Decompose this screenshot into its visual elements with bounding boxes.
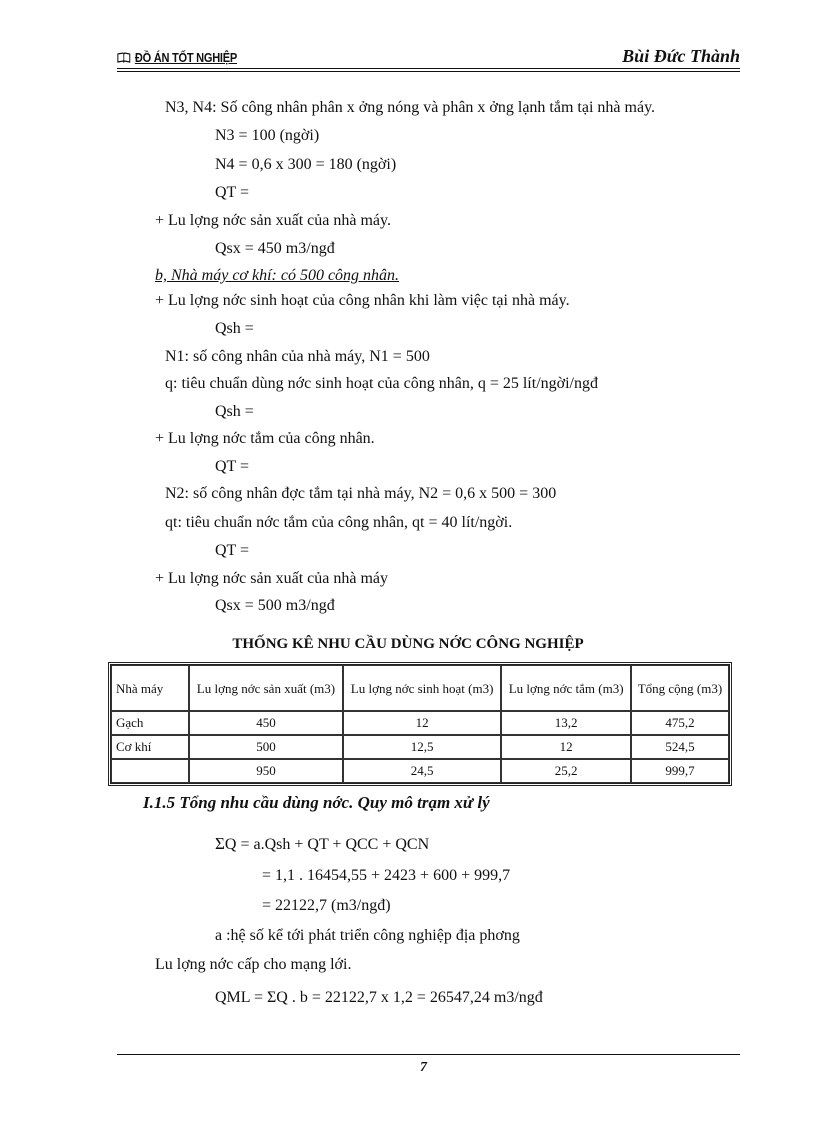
text-line: + Lu lợng nớc sản xuất của nhà máy.	[155, 212, 391, 229]
text-line: QT =	[215, 184, 250, 201]
section-heading: I.1.5 Tổng nhu cầu dùng nớc. Quy mô trạm xử lý	[143, 793, 490, 812]
col-header: Nhà máy	[111, 665, 189, 711]
table-cell: Cơ khí	[111, 735, 189, 759]
table-cell: 500	[189, 735, 343, 759]
table-cell: 524,5	[631, 735, 729, 759]
text-line: Qsh =	[215, 320, 254, 337]
table-cell: 950	[189, 759, 343, 783]
text-line: qt: tiêu chuẩn nớc tắm của công nhân, qt = 40 lít/ngời.	[165, 514, 513, 531]
table-title: THỐNG KÊ NHU CẦU DÙNG NỚC CÔNG NGHIỆP	[232, 636, 584, 652]
text-line: QT =	[215, 542, 250, 559]
sum-line-1: Q = a.Qsh + QT + QCC + QCN	[224, 836, 430, 853]
col-header: Tổng cộng (m3)	[631, 665, 729, 711]
header-rule	[117, 68, 740, 69]
header-author: Bùi Đức Thành	[622, 46, 740, 66]
col-header: Lu lợng nớc sản xuất (m3)	[189, 665, 343, 711]
text-line: Qsx = 450 m3/ngđ	[215, 240, 335, 257]
qml-formula	[215, 988, 543, 1008]
text-line: N3 = 100 (ngời)	[215, 127, 320, 144]
col-header: Lu lợng nớc tắm (m3)	[501, 665, 631, 711]
text-line: N2: số công nhân đợc tắm tại nhà máy, N2 = 0,6 x 500 = 300	[165, 485, 557, 502]
text-line: Qsx = 500 m3/ngđ	[215, 597, 335, 614]
table-row	[111, 711, 729, 735]
table-cell: 450	[189, 711, 343, 735]
flow-line: Lu lợng nớc cấp cho mạng lới.	[155, 956, 352, 973]
text-line: q: tiêu chuẩn dùng nớc sinh hoạt của công nhân, q = 25 lít/ngời/ngđ	[165, 375, 598, 392]
text-line: + Lu lợng nớc sinh hoạt của công nhân khi làm việc tại nhà máy.	[155, 292, 570, 309]
table-cell: 475,2	[631, 711, 729, 735]
col-header: Lu lợng nớc sinh hoạt (m3)	[343, 665, 501, 711]
book-icon	[117, 52, 131, 63]
sum-formula	[215, 834, 429, 855]
sum-line-3: = 22122,7 (m3/ngđ)	[262, 897, 391, 914]
coefficient-note: a :hệ số kể tới phát triển công nghiệp địa phơng	[215, 927, 520, 944]
table-header-row	[111, 665, 729, 711]
header-title: ĐỒ ÁN TỐT NGHIỆP	[117, 50, 237, 65]
table-cell: 12	[501, 735, 631, 759]
table-row-total	[111, 759, 729, 783]
qml-equation: = ΣQ . b = 22122,7 x 1,2 = 26547,24 m3/ngđ	[253, 989, 543, 1006]
text-line: Qsh =	[215, 403, 254, 420]
table-cell: 25,2	[501, 759, 631, 783]
sigma-symbol: Σ	[215, 834, 225, 853]
header-rule-thin	[117, 71, 740, 72]
table-cell: 12	[343, 711, 501, 735]
table-cell: 24,5	[343, 759, 501, 783]
table-cell: 12,5	[343, 735, 501, 759]
text-line: N4 = 0,6 x 300 = 180 (ngời)	[215, 156, 397, 173]
text-line: + Lu lợng nớc tắm của công nhân.	[155, 430, 375, 447]
sum-line-2: = 1,1 . 16454,55 + 2423 + 600 + 999,7	[262, 867, 511, 884]
qml-label: QML	[215, 989, 250, 1006]
table-cell: 999,7	[631, 759, 729, 783]
text-line: QT =	[215, 458, 250, 475]
table-row	[111, 735, 729, 759]
text-line: + Lu lợng nớc sản xuất của nhà máy	[155, 570, 388, 587]
footer-rule	[117, 1054, 740, 1055]
subsection-heading: b, Nhà máy cơ khí: có 500 công nhân.	[155, 267, 400, 284]
table-cell: 13,2	[501, 711, 631, 735]
page-number: 7	[420, 1060, 427, 1075]
industrial-water-table	[108, 662, 732, 786]
text-line: N1: số công nhân của nhà máy, N1 = 500	[165, 348, 430, 365]
text-line: N3, N4: Số công nhân phân x ởng nóng và phân x ởng lạnh tắm tại nhà máy.	[165, 99, 656, 116]
table-cell: Gạch	[111, 711, 189, 735]
table-cell	[111, 759, 189, 783]
